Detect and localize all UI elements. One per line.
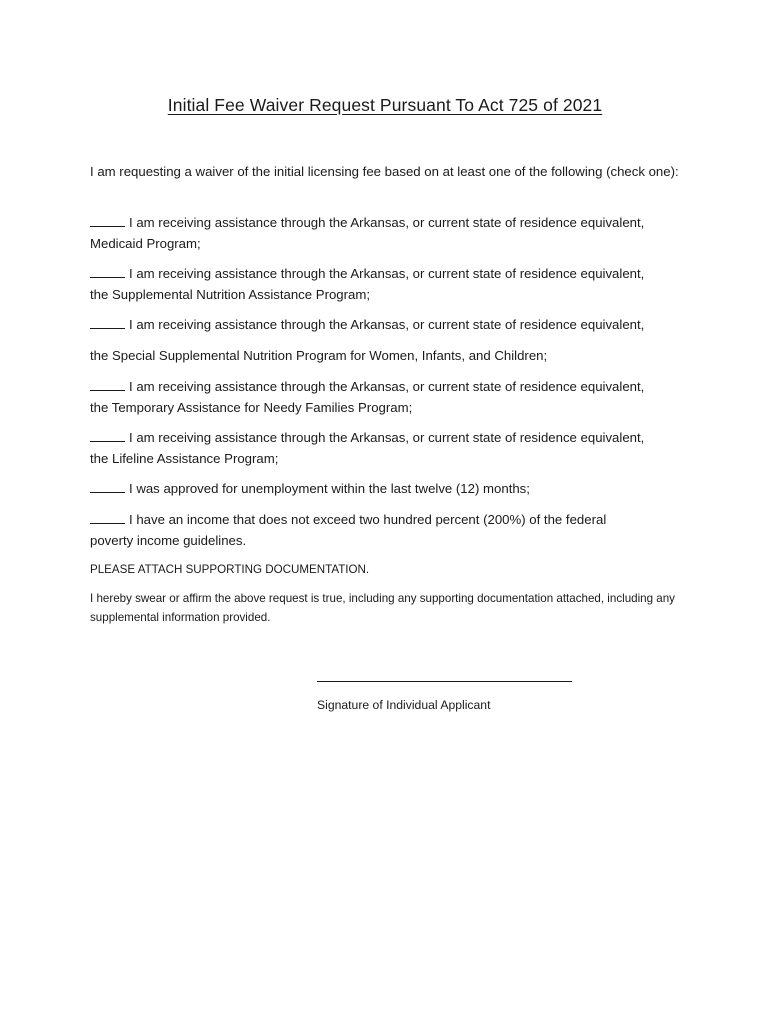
option-unemployment-line1: I was approved for unemployment within the last twelve (12) months;	[129, 481, 530, 496]
option-snap-line2: the Supplemental Nutrition Assistance Program;	[90, 287, 371, 302]
option-income-line2: poverty income guidelines.	[90, 533, 247, 548]
checkbox-blank-wic[interactable]	[90, 316, 125, 329]
signature-line[interactable]	[317, 681, 572, 682]
checkbox-blank-unemployment[interactable]	[90, 480, 125, 493]
checkbox-blank-medicaid[interactable]	[90, 214, 125, 227]
option-wic-line2: the Special Supplemental Nutrition Program for Women, Infants, and Children;	[90, 348, 548, 363]
signature-label: Signature of Individual Applicant	[317, 698, 491, 712]
checkbox-blank-lifeline[interactable]	[90, 429, 125, 442]
option-wic-line1: I am receiving assistance through the Arkansas, or current state of residence equivalent,	[129, 317, 645, 332]
option-medicaid	[90, 212, 686, 254]
option-income-line1: I have an income that does not exceed two hundred percent (200%) of the federal	[129, 512, 607, 527]
option-snap	[90, 263, 686, 305]
attach-notice: PLEASE ATTACH SUPPORTING DOCUMENTATION.	[90, 563, 370, 576]
option-wic	[90, 314, 686, 335]
option-income	[90, 509, 686, 551]
checkbox-blank-tanf[interactable]	[90, 378, 125, 391]
option-lifeline	[90, 427, 686, 469]
checkbox-blank-income[interactable]	[90, 511, 125, 524]
intro-text: I am requesting a waiver of the initial licensing fee based on at least one of the following (check one):	[90, 164, 679, 179]
option-snap-line1: I am receiving assistance through the Arkansas, or current state of residence equivalent,	[129, 266, 645, 281]
option-medicaid-line1: I am receiving assistance through the Arkansas, or current state of residence equivalent,	[129, 215, 645, 230]
option-wic-continued	[90, 345, 686, 366]
document-title: Initial Fee Waiver Request Pursuant To Act 725 of 2021	[167, 95, 603, 115]
option-tanf-line2: the Temporary Assistance for Needy Families Program;	[90, 400, 413, 415]
option-tanf-line1: I am receiving assistance through the Arkansas, or current state of residence equivalent,	[129, 379, 645, 394]
option-medicaid-line2: Medicaid Program;	[90, 236, 201, 251]
checkbox-blank-snap[interactable]	[90, 265, 125, 278]
option-lifeline-line2: the Lifeline Assistance Program;	[90, 451, 279, 466]
option-tanf	[90, 376, 686, 418]
option-unemployment	[90, 478, 686, 499]
option-lifeline-line1: I am receiving assistance through the Arkansas, or current state of residence equivalent,	[129, 430, 645, 445]
affirmation-text: I hereby swear or affirm the above request is true, including any supporting documentation attached, including any supplemental information provided.	[90, 592, 675, 624]
